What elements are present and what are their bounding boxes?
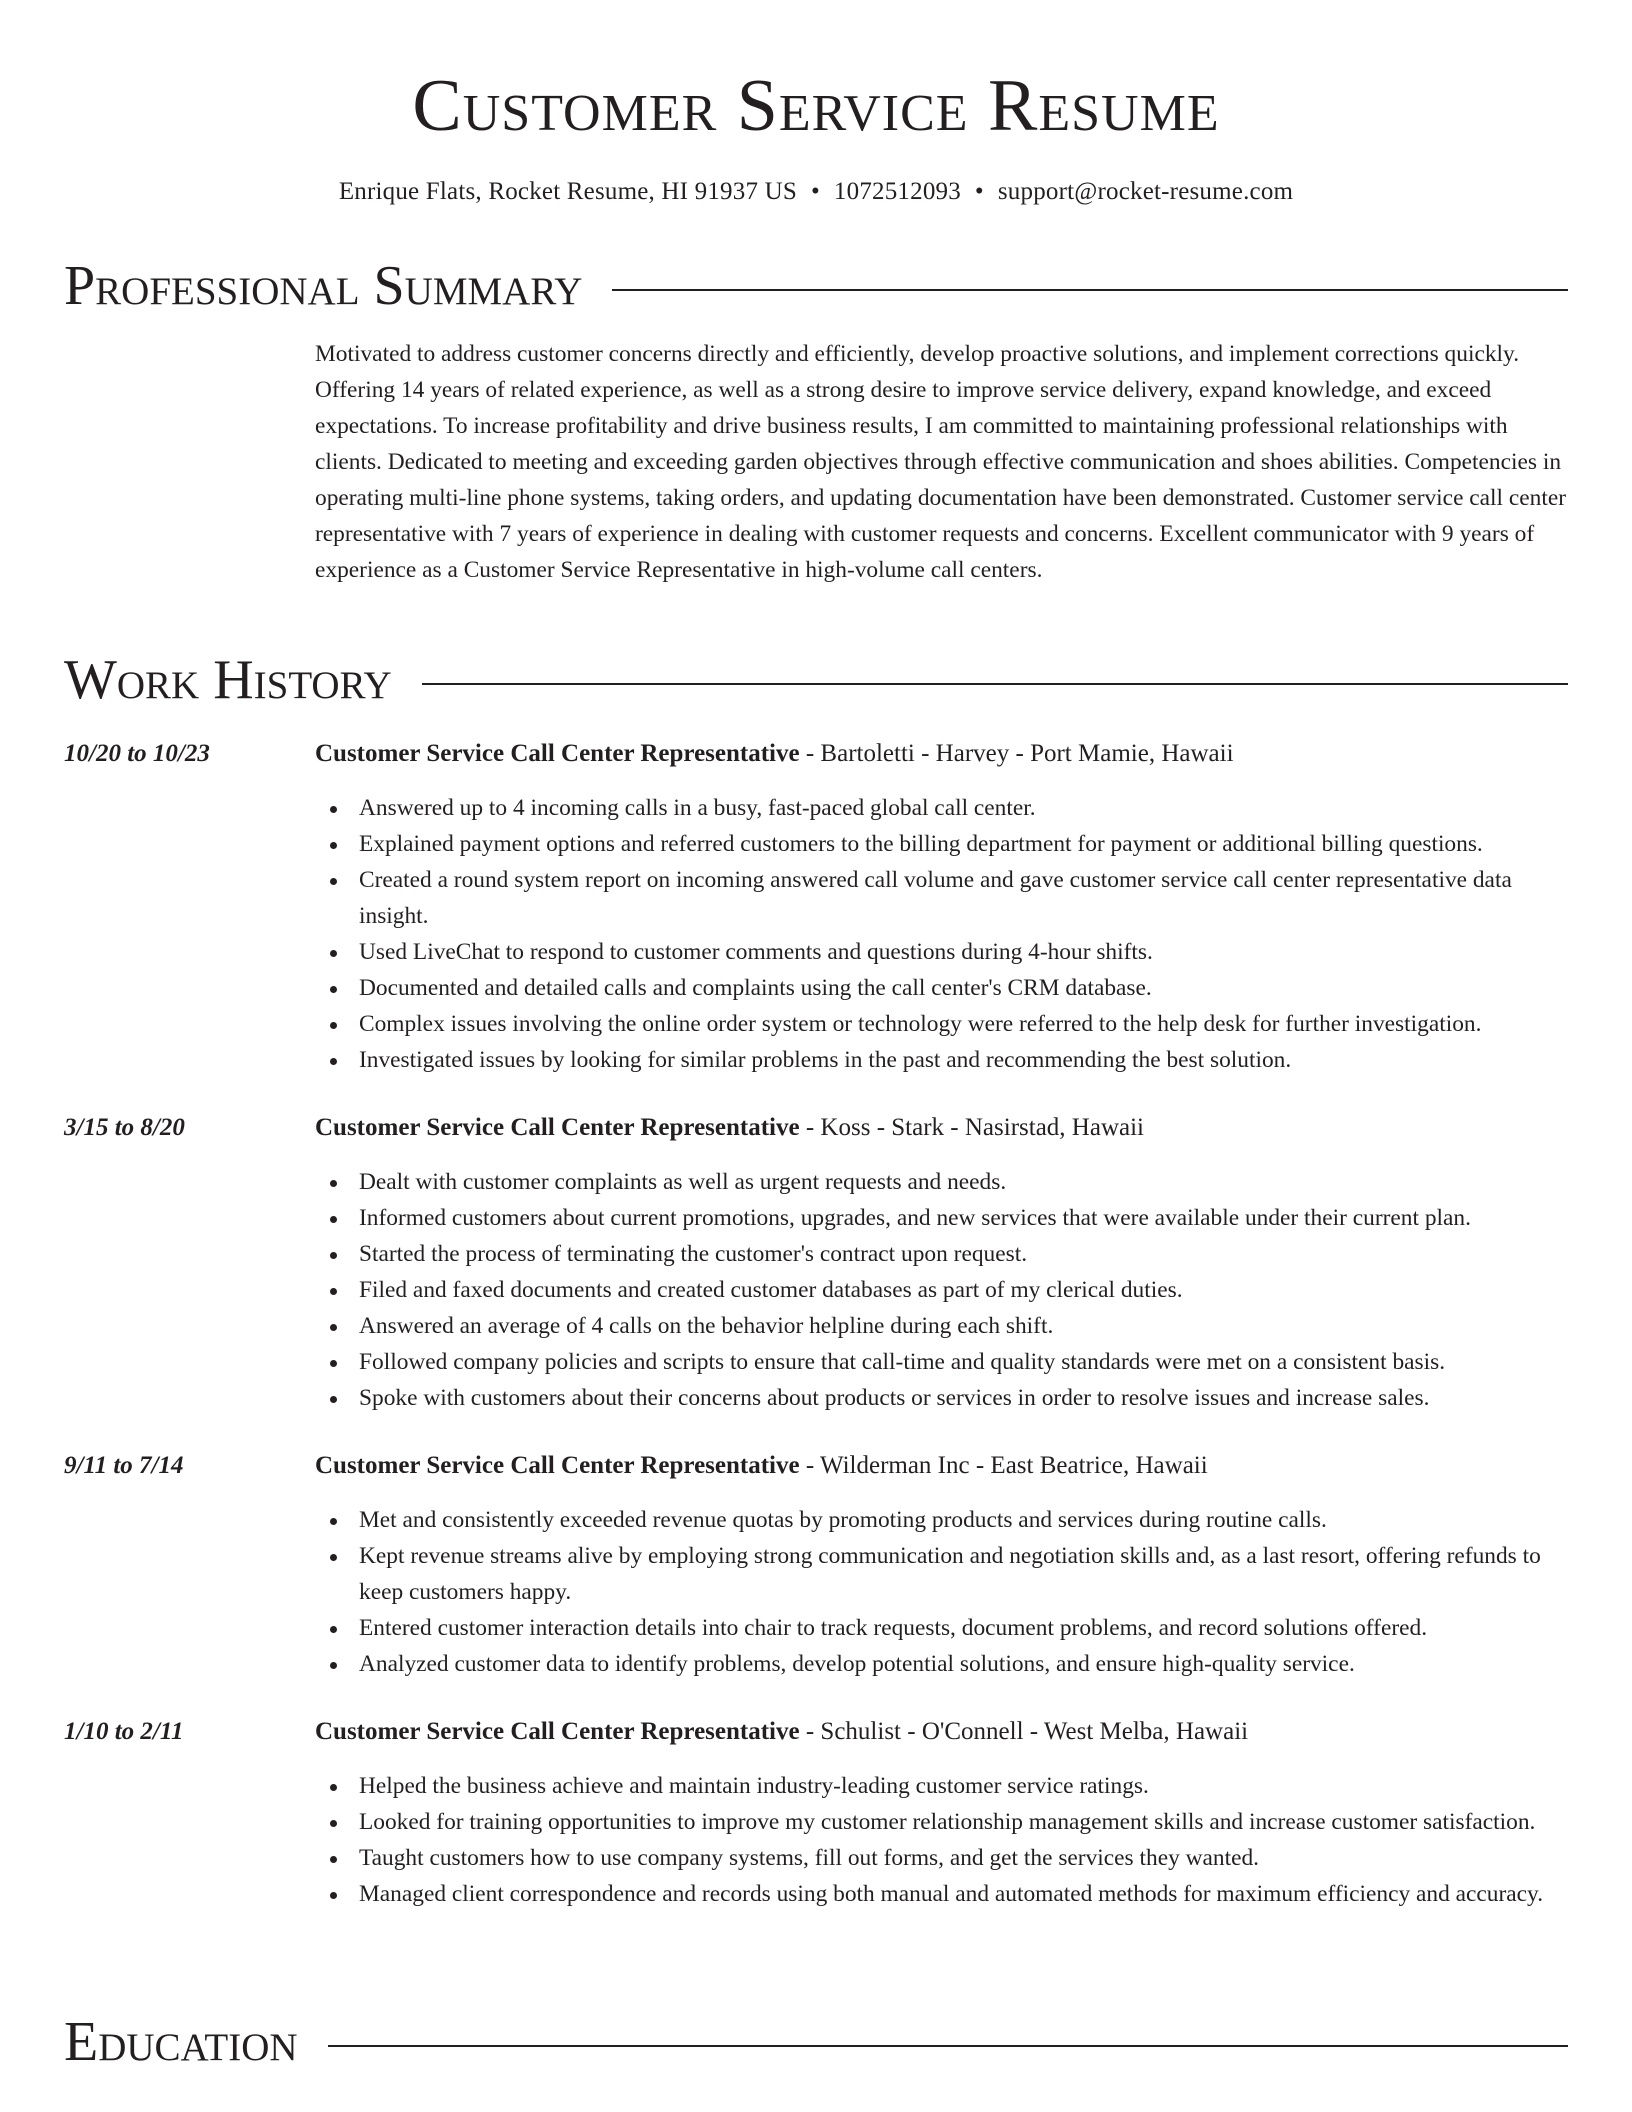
job-bullet: Followed company policies and scripts to ensure that call-time and quality standards were met on a consistent basis. xyxy=(315,1344,1575,1380)
contact-email: support@rocket-resume.com xyxy=(997,178,1294,205)
section-title-summary: Professional Summary xyxy=(64,255,583,317)
contact-address: Enrique Flats, Rocket Resume, HI 91937 US xyxy=(338,178,797,205)
contact-separator: • xyxy=(974,178,984,205)
job-role: Customer Service Call Center Representative xyxy=(315,1114,800,1141)
job-company: - Koss - Stark - Nasirstad, Hawaii xyxy=(799,1114,1144,1141)
job-bullets xyxy=(315,1768,1575,1912)
section-divider xyxy=(422,683,1568,685)
job-dates: 10/20 to 10/23 xyxy=(64,740,210,767)
job-bullets xyxy=(315,790,1575,1078)
job-bullet: Looked for training opportunities to improve my customer relationship management skills and increase customer satisfaction. xyxy=(315,1804,1575,1840)
job-bullet: Analyzed customer data to identify problems, develop potential solutions, and ensure high-quality service. xyxy=(315,1646,1575,1682)
job-bullets xyxy=(315,1164,1575,1416)
job-bullet: Explained payment options and referred customers to the billing department for payment or additional billing questions. xyxy=(315,826,1575,862)
job-heading xyxy=(315,1448,1575,1484)
job-bullet: Informed customers about current promotions, upgrades, and new services that were available under their current plan. xyxy=(315,1200,1575,1236)
job-company: - Wilderman Inc - East Beatrice, Hawaii xyxy=(799,1452,1208,1479)
section-title-education: Education xyxy=(64,2011,298,2073)
job-role: Customer Service Call Center Representative xyxy=(315,1718,800,1745)
job-dates: 9/11 to 7/14 xyxy=(64,1452,184,1479)
job-bullet: Entered customer interaction details into chair to track requests, document problems, and record solutions offered. xyxy=(315,1610,1575,1646)
job-bullet: Used LiveChat to respond to customer comments and questions during 4-hour shifts. xyxy=(315,934,1575,970)
resume-title: Customer Service Resume xyxy=(412,65,1220,147)
job-bullet: Started the process of terminating the customer's contract upon request. xyxy=(315,1236,1575,1272)
contact-phone: 1072512093 xyxy=(833,178,961,205)
contact-line xyxy=(0,176,1632,208)
section-header-education xyxy=(64,2010,1568,2074)
job-bullet: Answered an average of 4 calls on the behavior helpline during each shift. xyxy=(315,1308,1575,1344)
job-heading xyxy=(315,736,1575,772)
job-bullet: Taught customers how to use company systems, fill out forms, and get the services they wanted. xyxy=(315,1840,1575,1876)
job-role: Customer Service Call Center Representative xyxy=(315,740,800,767)
job-bullet: Filed and faxed documents and created customer databases as part of my clerical duties. xyxy=(315,1272,1575,1308)
job-bullet: Met and consistently exceeded revenue quotas by promoting products and services during routine calls. xyxy=(315,1502,1575,1538)
job-bullet: Answered up to 4 incoming calls in a busy, fast-paced global call center. xyxy=(315,790,1575,826)
section-title-work-history: Work History xyxy=(64,649,392,711)
job-bullets xyxy=(315,1502,1575,1682)
job-bullet: Spoke with customers about their concerns about products or services in order to resolve issues and increase sales. xyxy=(315,1380,1575,1416)
job-role: Customer Service Call Center Representative xyxy=(315,1452,800,1479)
section-divider xyxy=(328,2045,1568,2047)
contact-separator: • xyxy=(810,178,820,205)
job-bullet: Helped the business achieve and maintain industry-leading customer service ratings. xyxy=(315,1768,1575,1804)
job-bullet: Dealt with customer complaints as well as urgent requests and needs. xyxy=(315,1164,1575,1200)
job-dates: 1/10 to 2/11 xyxy=(64,1718,184,1745)
job-bullet: Managed client correspondence and records using both manual and automated methods for maximum efficiency and accuracy. xyxy=(315,1876,1575,1912)
job-bullet: Documented and detailed calls and complaints using the call center's CRM database. xyxy=(315,970,1575,1006)
summary-paragraph: Motivated to address customer concerns directly and efficiently, develop proactive solutions, and implement corrections quickly. Offering 14 years of related experience, as well as a strong desire to improve service delivery, expand knowledge, and exceed expectations. To increase profitability and drive business results, I am committed to maintaining professional relationships with clients. Dedicated to meeting and exceeding garden objectives through effective communication and shoes abilities. Competencies in operating multi-line phone systems, taking orders, and updating documentation have been demonstrated. Customer service call center representative with 7 years of experience in dealing with customer requests and concerns. Excellent communicator with 9 years of experience as a Customer Service Representative in high-volume call centers. xyxy=(315,341,1567,583)
job-heading xyxy=(315,1110,1575,1146)
job-bullet: Investigated issues by looking for similar problems in the past and recommending the best solution. xyxy=(315,1042,1575,1078)
section-header-work-history xyxy=(64,648,1568,712)
job-dates: 3/15 to 8/20 xyxy=(64,1114,185,1141)
job-company: - Schulist - O'Connell - West Melba, Hawaii xyxy=(799,1718,1249,1745)
job-bullet: Kept revenue streams alive by employing strong communication and negotiation skills and, as a last resort, offering refunds to keep customers happy. xyxy=(315,1538,1575,1610)
section-header-summary xyxy=(64,254,1568,318)
job-bullet: Created a round system report on incoming answered call volume and gave customer service call center representative data insight. xyxy=(315,862,1575,934)
job-company: - Bartoletti - Harvey - Port Mamie, Hawaii xyxy=(799,740,1234,767)
job-bullet: Complex issues involving the online order system or technology were referred to the help desk for further investigation. xyxy=(315,1006,1575,1042)
section-divider xyxy=(612,289,1568,291)
job-heading xyxy=(315,1714,1575,1750)
